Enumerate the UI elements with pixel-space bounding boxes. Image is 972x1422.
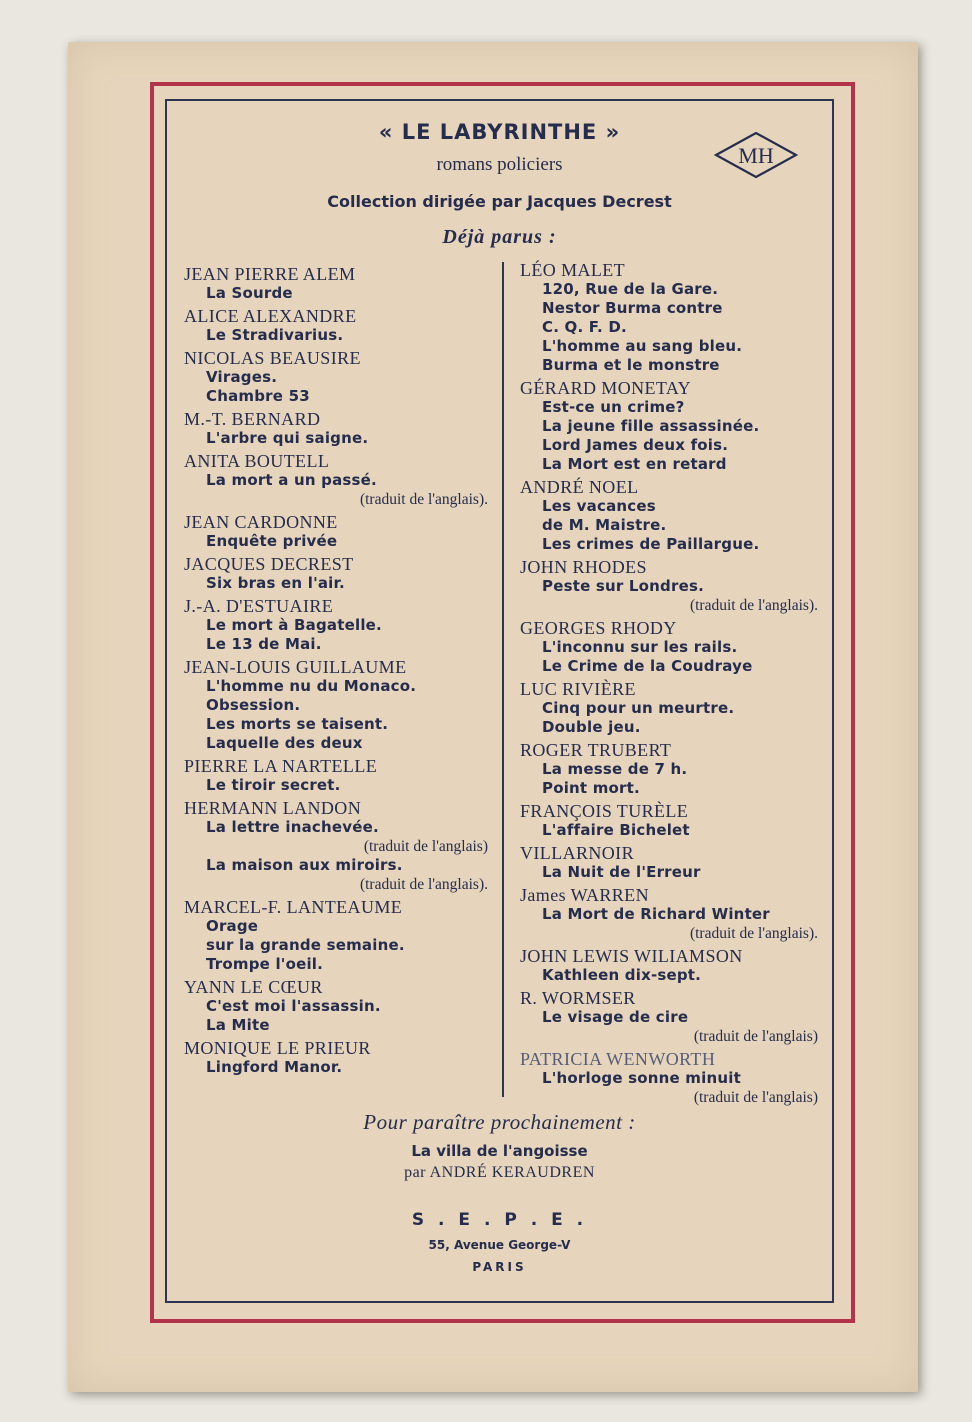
book-title: sur la grande semaine.: [206, 936, 405, 954]
book-title: Le Stradivarius.: [206, 326, 344, 344]
book-title: Les vacances: [542, 497, 656, 515]
book-title: Enquête privée: [206, 532, 338, 550]
catalog-entry: [520, 378, 830, 474]
publisher-city: PARIS: [472, 1260, 527, 1274]
translation-note: (traduit de l'anglais).: [689, 597, 818, 614]
upcoming-title: La villa de l'angoisse: [411, 1142, 588, 1160]
book-title: Peste sur Londres.: [542, 577, 704, 595]
book-title: Obsession.: [206, 696, 301, 714]
column-divider: [502, 262, 504, 1097]
book-title: Lord James deux fois.: [542, 436, 729, 454]
catalog-entry: [184, 554, 500, 593]
left-column: [184, 264, 500, 1080]
author-name: GÉRARD MONETAY: [520, 378, 692, 398]
collection-subtitle: romans policiers: [436, 154, 563, 175]
author-name: HERMANN LANDON: [184, 798, 362, 818]
book-title: Orage: [206, 917, 259, 935]
upcoming-heading: Pour paraître prochainement :: [363, 1110, 636, 1134]
publisher-logo-icon: [712, 130, 800, 180]
catalog-entry: [184, 409, 500, 448]
book-title: 120, Rue de la Gare.: [542, 280, 719, 298]
catalog-entry: [184, 264, 500, 303]
catalog-entry: [184, 348, 500, 406]
book-title: Laquelle des deux: [206, 734, 363, 752]
author-name: R. WORMSER: [520, 988, 636, 1008]
author-name: FRANÇOIS TURÈLE: [520, 801, 689, 821]
book-title: C'est moi l'assassin.: [206, 997, 381, 1015]
author-name: ANDRÉ NOEL: [520, 477, 639, 497]
catalog-entry: [184, 657, 500, 753]
author-name: NICOLAS BEAUSIRE: [184, 348, 361, 368]
collection-title: « LE LABYRINTHE »: [378, 120, 621, 144]
catalog-entry: [184, 1038, 500, 1077]
author-name: PATRICIA WENWORTH: [520, 1049, 716, 1069]
catalog-entry: [520, 885, 830, 943]
book-title: L'inconnu sur les rails.: [542, 638, 738, 656]
author-name: LUC RIVIÈRE: [520, 679, 636, 699]
upcoming-author: par ANDRÉ KERAUDREN: [404, 1164, 595, 1181]
book-title: Burma et le monstre: [542, 356, 720, 374]
book-title: Chambre 53: [206, 387, 310, 405]
catalog-entry: [520, 477, 830, 554]
author-name: JEAN PIERRE ALEM: [184, 264, 356, 284]
already-published-heading: Déjà parus :: [442, 226, 557, 248]
book-title: La maison aux miroirs.: [206, 856, 403, 874]
book-title: La mort a un passé.: [206, 471, 377, 489]
author-name: ALICE ALEXANDRE: [184, 306, 357, 326]
book-title: La Nuit de l'Erreur: [542, 863, 701, 881]
book-title: L'arbre qui saigne.: [206, 429, 369, 447]
catalog-entry: [520, 1049, 830, 1107]
collection-director: Collection dirigée par Jacques Decrest: [327, 192, 672, 211]
book-title: Le tiroir secret.: [206, 776, 341, 794]
author-name: M.-T. BERNARD: [184, 409, 321, 429]
catalog-entry: [184, 596, 500, 654]
book-title: Nestor Burma contre: [542, 299, 723, 317]
book-title: C. Q. F. D.: [542, 318, 627, 336]
author-name: JEAN-LOUIS GUILLAUME: [184, 657, 407, 677]
translation-note: (traduit de l'anglais): [693, 1028, 818, 1045]
translation-note: (traduit de l'anglais).: [689, 925, 818, 942]
author-name: JEAN CARDONNE: [184, 512, 338, 532]
book-title: La Mite: [206, 1016, 270, 1034]
catalog-entry: [184, 977, 500, 1035]
book-title: L'affaire Bichelet: [542, 821, 690, 839]
author-name: YANN LE CŒUR: [184, 977, 323, 997]
author-name: VILLARNOIR: [520, 843, 634, 863]
catalog-entry: [520, 557, 830, 615]
book-title: Les crimes de Paillargue.: [542, 535, 760, 553]
author-name: MONIQUE LE PRIEUR: [184, 1038, 371, 1058]
book-title: Point mort.: [542, 779, 640, 797]
book-title: Cinq pour un meurtre.: [542, 699, 735, 717]
catalog-entry: [184, 451, 500, 509]
book-title: Est-ce un crime?: [542, 398, 685, 416]
author-name: ANITA BOUTELL: [184, 451, 330, 471]
catalog-entry: [184, 756, 500, 795]
author-name: J.-A. D'ESTUAIRE: [184, 596, 334, 616]
book-title: L'homme au sang bleu.: [542, 337, 743, 355]
publisher-name: S . E . P . E .: [411, 1210, 588, 1230]
book-title: Le 13 de Mai.: [206, 635, 322, 653]
author-name: GEORGES RHODY: [520, 618, 677, 638]
catalog-entry: [520, 618, 830, 676]
author-name: LÉO MALET: [520, 260, 626, 280]
book-title: Le visage de cire: [542, 1008, 689, 1026]
catalog-entry: [184, 897, 500, 974]
book-title: La lettre inachevée.: [206, 818, 379, 836]
book-title: La Mort est en retard: [542, 455, 727, 473]
translation-note: (traduit de l'anglais): [363, 838, 488, 855]
book-title: La jeune fille assassinée.: [542, 417, 760, 435]
catalog-entry: [520, 801, 830, 840]
book-title: Le Crime de la Coudraye: [542, 657, 753, 675]
catalog-entry: [520, 260, 830, 375]
book-title: Le mort à Bagatelle.: [206, 616, 382, 634]
book-title: La Mort de Richard Winter: [542, 905, 770, 923]
author-name: JACQUES DECREST: [184, 554, 354, 574]
book-title: L'horloge sonne minuit: [542, 1069, 741, 1087]
book-title: La Sourde: [206, 284, 293, 302]
right-column: [520, 260, 830, 1110]
author-name: PIERRE LA NARTELLE: [184, 756, 378, 776]
translation-note: (traduit de l'anglais).: [359, 876, 488, 893]
book-title: de M. Maistre.: [542, 516, 667, 534]
author-name: James WARREN: [520, 885, 649, 905]
author-name: JOHN LEWIS WILIAMSON: [520, 946, 743, 966]
book-title: Lingford Manor.: [206, 1058, 343, 1076]
book-title: Les morts se taisent.: [206, 715, 389, 733]
translation-note: (traduit de l'anglais): [693, 1089, 818, 1106]
author-name: ROGER TRUBERT: [520, 740, 672, 760]
catalog-entry: [520, 946, 830, 985]
catalog-entry: [520, 843, 830, 882]
catalog-entry: [184, 306, 500, 345]
logo-text: MH: [738, 143, 774, 168]
book-title: Kathleen dix-sept.: [542, 966, 702, 984]
publisher-address: 55, Avenue George-V: [428, 1238, 571, 1252]
author-name: MARCEL-F. LANTEAUME: [184, 897, 403, 917]
catalog-entry: [520, 679, 830, 737]
book-title: L'homme nu du Monaco.: [206, 677, 417, 695]
book-title: Virages.: [206, 368, 278, 386]
book-title: La messe de 7 h.: [542, 760, 688, 778]
book-title: Double jeu.: [542, 718, 641, 736]
translation-note: (traduit de l'anglais).: [359, 491, 488, 508]
catalog-entry: [520, 988, 830, 1046]
book-title: Six bras en l'air.: [206, 574, 345, 592]
catalog-entry: [184, 798, 500, 894]
catalog-entry: [184, 512, 500, 551]
catalog-entry: [520, 740, 830, 798]
book-title: Trompe l'oeil.: [206, 955, 324, 973]
author-name: JOHN RHODES: [520, 557, 647, 577]
